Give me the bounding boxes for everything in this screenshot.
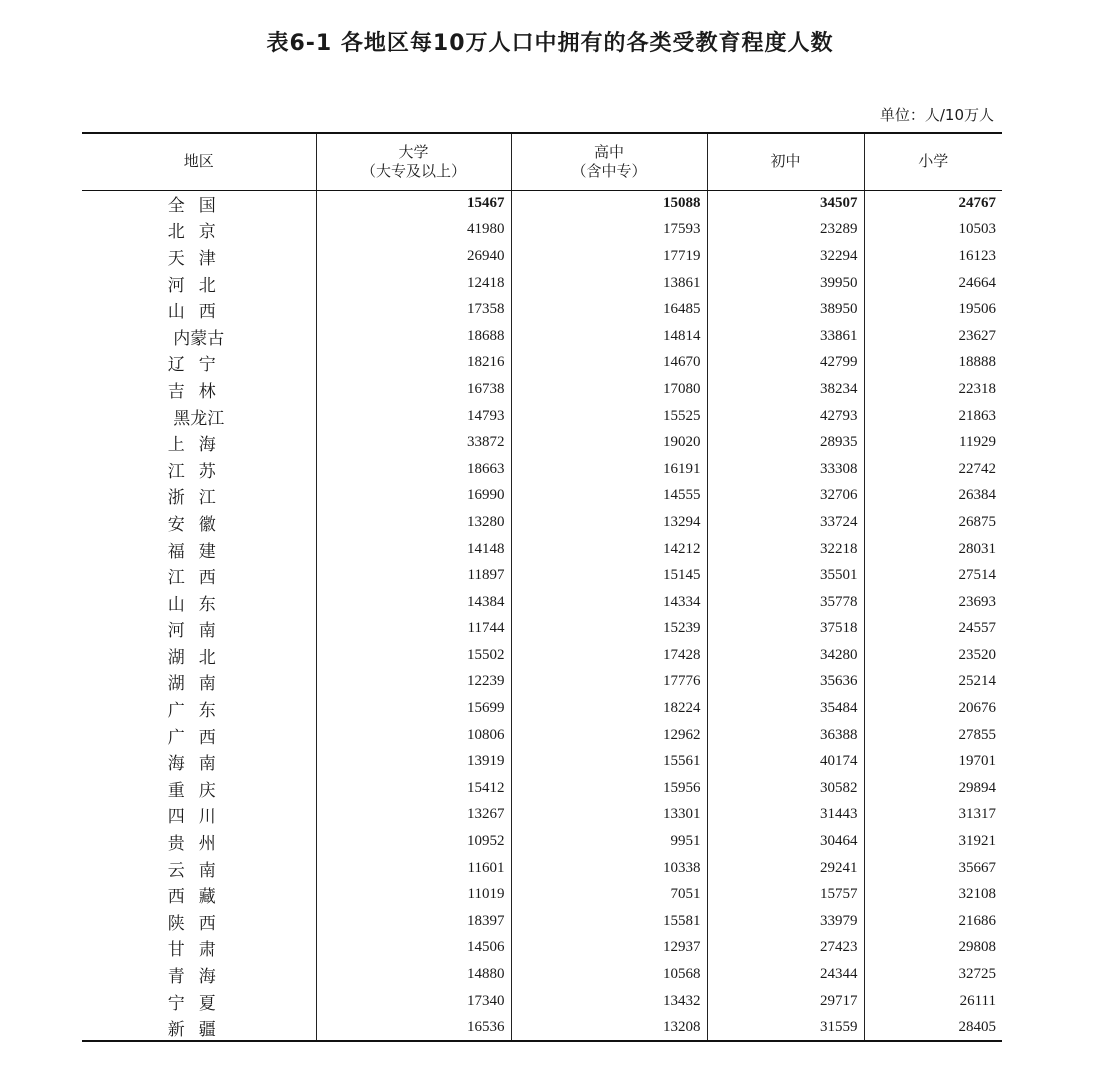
table-row bbox=[82, 881, 1002, 908]
high-school-cell: 12937 bbox=[511, 935, 707, 962]
table-row bbox=[82, 961, 1002, 988]
region-cell: 湖南 bbox=[167, 674, 230, 695]
college-cell: 13280 bbox=[316, 509, 511, 536]
table-title: 表6-1 各地区每10万人口中拥有的各类受教育程度人数 bbox=[266, 31, 834, 56]
college-cell: 18397 bbox=[316, 908, 511, 935]
region-cell: 山西 bbox=[167, 302, 230, 323]
region-cell: 新疆 bbox=[82, 1014, 316, 1041]
region-cell: 西藏 bbox=[167, 887, 230, 908]
primary-cell: 16123 bbox=[864, 243, 1002, 270]
table-row bbox=[82, 190, 1002, 217]
table-row bbox=[82, 509, 1002, 536]
primary-cell: 18888 bbox=[864, 350, 1002, 377]
junior-high-cell: 38234 bbox=[707, 376, 864, 403]
primary-cell: 28031 bbox=[864, 536, 1002, 563]
region-cell: 福建 bbox=[167, 541, 230, 562]
junior-high-cell: 27423 bbox=[707, 935, 864, 962]
region-cell: 四川 bbox=[167, 807, 230, 828]
junior-high-cell: 31559 bbox=[707, 1014, 864, 1041]
college-cell: 41980 bbox=[316, 217, 511, 244]
region-cell: 浙江 bbox=[167, 488, 230, 509]
college-cell: 12239 bbox=[316, 669, 511, 696]
education-table bbox=[82, 132, 1002, 1042]
high-school-cell: 13294 bbox=[511, 509, 707, 536]
primary-cell: 24557 bbox=[864, 616, 1002, 643]
college-cell: 14148 bbox=[316, 536, 511, 563]
primary-cell: 23693 bbox=[864, 589, 1002, 616]
primary-cell: 23627 bbox=[864, 323, 1002, 350]
region-cell: 青海 bbox=[167, 967, 230, 988]
college-cell: 14793 bbox=[316, 403, 511, 430]
region-cell: 天津 bbox=[167, 248, 230, 269]
table-row bbox=[82, 429, 1002, 456]
college-cell: 26940 bbox=[316, 243, 511, 270]
primary-cell: 20676 bbox=[864, 695, 1002, 722]
header-college-label: 大学 bbox=[398, 142, 429, 161]
high-school-cell: 13861 bbox=[511, 270, 707, 297]
region-cell: 内蒙古 bbox=[173, 328, 225, 349]
junior-high-cell: 34280 bbox=[707, 642, 864, 669]
college-cell: 13919 bbox=[316, 748, 511, 775]
table-row bbox=[82, 483, 1002, 510]
junior-high-cell: 24344 bbox=[707, 961, 864, 988]
college-cell: 11744 bbox=[316, 616, 511, 643]
primary-cell: 28405 bbox=[864, 1014, 1002, 1041]
primary-cell: 24664 bbox=[864, 270, 1002, 297]
college-cell: 15467 bbox=[316, 190, 511, 217]
junior-high-cell: 33979 bbox=[707, 908, 864, 935]
region-cell: 山东 bbox=[167, 594, 230, 615]
primary-cell: 19506 bbox=[864, 296, 1002, 323]
table-row bbox=[82, 243, 1002, 270]
college-cell: 14880 bbox=[316, 961, 511, 988]
college-cell: 15699 bbox=[316, 695, 511, 722]
primary-cell: 31921 bbox=[864, 828, 1002, 855]
high-school-cell: 17593 bbox=[511, 217, 707, 244]
junior-high-cell: 39950 bbox=[707, 270, 864, 297]
college-cell: 15502 bbox=[316, 642, 511, 669]
junior-high-cell: 37518 bbox=[707, 616, 864, 643]
table-body bbox=[82, 190, 1002, 1041]
primary-cell: 25214 bbox=[864, 669, 1002, 696]
header-college-sub: （大专及以上） bbox=[360, 161, 466, 180]
unit-label: 单位：人/10万人 bbox=[879, 106, 994, 124]
junior-high-cell: 23289 bbox=[707, 217, 864, 244]
college-cell: 12418 bbox=[316, 270, 511, 297]
college-cell: 11897 bbox=[316, 562, 511, 589]
table-row bbox=[82, 935, 1002, 962]
table-row bbox=[82, 403, 1002, 430]
table-row bbox=[82, 802, 1002, 829]
high-school-cell: 10338 bbox=[511, 855, 707, 882]
header-high-sub: （含中专） bbox=[571, 161, 647, 180]
region-cell: 云南 bbox=[167, 860, 230, 881]
primary-cell: 32725 bbox=[864, 961, 1002, 988]
table-row bbox=[82, 908, 1002, 935]
high-school-cell: 7051 bbox=[511, 881, 707, 908]
primary-cell: 22742 bbox=[864, 456, 1002, 483]
junior-high-cell: 29241 bbox=[707, 855, 864, 882]
header-row bbox=[82, 133, 1002, 190]
college-cell: 14506 bbox=[316, 935, 511, 962]
junior-high-cell: 32294 bbox=[707, 243, 864, 270]
region-cell: 海南 bbox=[167, 754, 230, 775]
header-high-school bbox=[511, 133, 707, 190]
primary-cell: 26875 bbox=[864, 509, 1002, 536]
junior-high-cell: 32218 bbox=[707, 536, 864, 563]
junior-high-cell: 15757 bbox=[707, 881, 864, 908]
header-junior-high: 初中 bbox=[707, 133, 864, 190]
junior-high-cell: 40174 bbox=[707, 748, 864, 775]
primary-cell: 26111 bbox=[864, 988, 1002, 1015]
region-cell: 广西 bbox=[167, 727, 230, 748]
table-row bbox=[82, 775, 1002, 802]
table-row bbox=[82, 456, 1002, 483]
junior-high-cell: 34507 bbox=[707, 190, 864, 217]
college-cell: 11601 bbox=[316, 855, 511, 882]
high-school-cell: 15145 bbox=[511, 562, 707, 589]
high-school-cell: 15581 bbox=[511, 908, 707, 935]
college-cell: 15412 bbox=[316, 775, 511, 802]
high-school-cell: 15239 bbox=[511, 616, 707, 643]
table-row bbox=[82, 828, 1002, 855]
table-row bbox=[82, 376, 1002, 403]
table-row bbox=[82, 296, 1002, 323]
junior-high-cell: 35501 bbox=[707, 562, 864, 589]
college-cell: 18688 bbox=[316, 323, 511, 350]
high-school-cell: 17080 bbox=[511, 376, 707, 403]
table-row bbox=[82, 642, 1002, 669]
high-school-cell: 16485 bbox=[511, 296, 707, 323]
table-row bbox=[82, 1014, 1002, 1041]
table-row bbox=[82, 217, 1002, 244]
region-cell: 江西 bbox=[167, 568, 230, 589]
region-cell: 广东 bbox=[167, 701, 230, 722]
primary-cell: 22318 bbox=[864, 376, 1002, 403]
high-school-cell: 9951 bbox=[511, 828, 707, 855]
header-high-label: 高中 bbox=[593, 142, 624, 161]
region-cell: 安徽 bbox=[167, 514, 230, 535]
region-cell: 陕西 bbox=[167, 913, 230, 934]
high-school-cell: 15088 bbox=[511, 190, 707, 217]
primary-cell: 32108 bbox=[864, 881, 1002, 908]
junior-high-cell: 38950 bbox=[707, 296, 864, 323]
college-cell: 14384 bbox=[316, 589, 511, 616]
high-school-cell: 16191 bbox=[511, 456, 707, 483]
primary-cell: 27514 bbox=[864, 562, 1002, 589]
high-school-cell: 17428 bbox=[511, 642, 707, 669]
college-cell: 10806 bbox=[316, 722, 511, 749]
high-school-cell: 13208 bbox=[511, 1014, 707, 1041]
table-row bbox=[82, 323, 1002, 350]
primary-cell: 11929 bbox=[864, 429, 1002, 456]
region-cell: 辽宁 bbox=[167, 355, 230, 376]
header-region: 地区 bbox=[82, 133, 316, 190]
junior-high-cell: 28935 bbox=[707, 429, 864, 456]
table-row bbox=[82, 270, 1002, 297]
primary-cell: 29894 bbox=[864, 775, 1002, 802]
region-cell: 上海 bbox=[167, 435, 230, 456]
region-cell: 黑龙江 bbox=[173, 408, 225, 429]
high-school-cell: 14670 bbox=[511, 350, 707, 377]
junior-high-cell: 42799 bbox=[707, 350, 864, 377]
region-cell: 吉林 bbox=[167, 381, 230, 402]
table-row bbox=[82, 562, 1002, 589]
region-cell: 北京 bbox=[167, 222, 230, 243]
college-cell: 11019 bbox=[316, 881, 511, 908]
table-row bbox=[82, 855, 1002, 882]
region-cell: 贵州 bbox=[167, 834, 230, 855]
high-school-cell: 17776 bbox=[511, 669, 707, 696]
primary-cell: 21863 bbox=[864, 403, 1002, 430]
primary-cell: 23520 bbox=[864, 642, 1002, 669]
table-row bbox=[82, 988, 1002, 1015]
primary-cell: 35667 bbox=[864, 855, 1002, 882]
high-school-cell: 13432 bbox=[511, 988, 707, 1015]
high-school-cell: 19020 bbox=[511, 429, 707, 456]
college-cell: 33872 bbox=[316, 429, 511, 456]
college-cell: 17340 bbox=[316, 988, 511, 1015]
high-school-cell: 15561 bbox=[511, 748, 707, 775]
junior-high-cell: 35484 bbox=[707, 695, 864, 722]
high-school-cell: 14555 bbox=[511, 483, 707, 510]
college-cell: 17358 bbox=[316, 296, 511, 323]
high-school-cell: 10568 bbox=[511, 961, 707, 988]
primary-cell: 29808 bbox=[864, 935, 1002, 962]
junior-high-cell: 31443 bbox=[707, 802, 864, 829]
high-school-cell: 18224 bbox=[511, 695, 707, 722]
table-row bbox=[82, 536, 1002, 563]
college-cell: 18663 bbox=[316, 456, 511, 483]
table-row bbox=[82, 350, 1002, 377]
junior-high-cell: 32706 bbox=[707, 483, 864, 510]
college-cell: 18216 bbox=[316, 350, 511, 377]
high-school-cell: 15956 bbox=[511, 775, 707, 802]
junior-high-cell: 29717 bbox=[707, 988, 864, 1015]
high-school-cell: 12962 bbox=[511, 722, 707, 749]
region-cell: 重庆 bbox=[167, 780, 230, 801]
high-school-cell: 14212 bbox=[511, 536, 707, 563]
junior-high-cell: 33308 bbox=[707, 456, 864, 483]
junior-high-cell: 30582 bbox=[707, 775, 864, 802]
region-cell: 甘肃 bbox=[167, 940, 230, 961]
region-cell: 河南 bbox=[167, 621, 230, 642]
primary-cell: 19701 bbox=[864, 748, 1002, 775]
header-college bbox=[316, 133, 511, 190]
primary-cell: 31317 bbox=[864, 802, 1002, 829]
college-cell: 16738 bbox=[316, 376, 511, 403]
junior-high-cell: 30464 bbox=[707, 828, 864, 855]
primary-cell: 26384 bbox=[864, 483, 1002, 510]
junior-high-cell: 33861 bbox=[707, 323, 864, 350]
college-cell: 10952 bbox=[316, 828, 511, 855]
region-cell: 全国 bbox=[167, 196, 230, 217]
table-row bbox=[82, 616, 1002, 643]
primary-cell: 10503 bbox=[864, 217, 1002, 244]
high-school-cell: 14334 bbox=[511, 589, 707, 616]
table-row bbox=[82, 722, 1002, 749]
college-cell: 16536 bbox=[316, 1014, 511, 1041]
primary-cell: 21686 bbox=[864, 908, 1002, 935]
region-cell: 宁夏 bbox=[167, 993, 230, 1014]
table-row bbox=[82, 669, 1002, 696]
junior-high-cell: 42793 bbox=[707, 403, 864, 430]
primary-cell: 27855 bbox=[864, 722, 1002, 749]
junior-high-cell: 35778 bbox=[707, 589, 864, 616]
college-cell: 16990 bbox=[316, 483, 511, 510]
college-cell: 13267 bbox=[316, 802, 511, 829]
region-cell: 河北 bbox=[167, 275, 230, 296]
high-school-cell: 15525 bbox=[511, 403, 707, 430]
high-school-cell: 13301 bbox=[511, 802, 707, 829]
table-row bbox=[82, 695, 1002, 722]
primary-cell: 24767 bbox=[864, 190, 1002, 217]
high-school-cell: 17719 bbox=[511, 243, 707, 270]
table-row bbox=[82, 589, 1002, 616]
high-school-cell: 14814 bbox=[511, 323, 707, 350]
junior-high-cell: 36388 bbox=[707, 722, 864, 749]
region-cell: 江苏 bbox=[167, 461, 230, 482]
header-primary: 小学 bbox=[864, 133, 1002, 190]
region-cell: 湖北 bbox=[167, 647, 230, 668]
junior-high-cell: 35636 bbox=[707, 669, 864, 696]
junior-high-cell: 33724 bbox=[707, 509, 864, 536]
table-row bbox=[82, 748, 1002, 775]
